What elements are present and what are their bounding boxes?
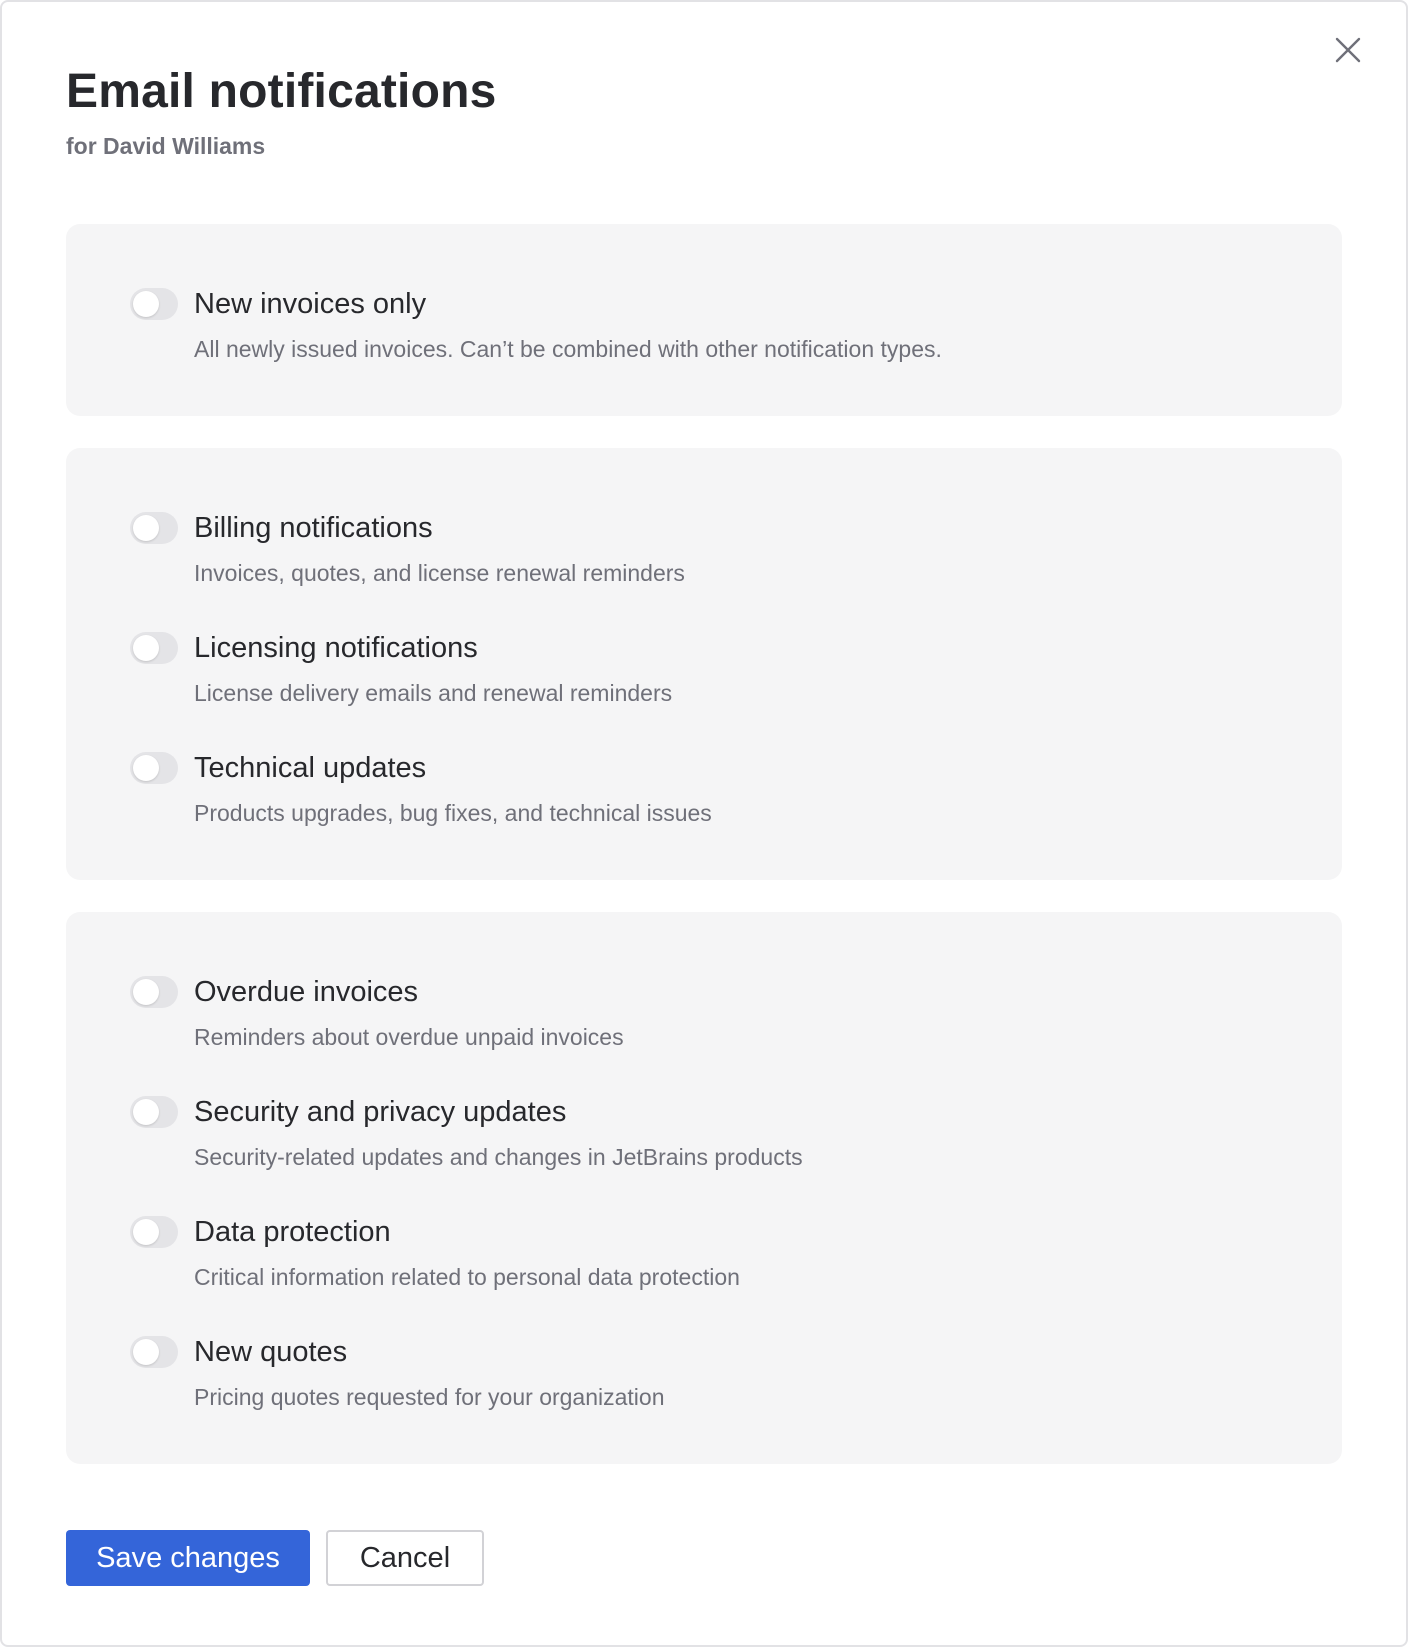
- option-label: Billing notifications: [194, 512, 433, 544]
- cancel-button[interactable]: Cancel: [326, 1530, 484, 1586]
- option-security-privacy-updates: [130, 1088, 1278, 1208]
- toggle-knob: [133, 1219, 159, 1245]
- toggle-overdue-invoices[interactable]: [130, 976, 178, 1008]
- dialog-actions: [66, 1530, 484, 1586]
- toggle-data-protection[interactable]: [130, 1216, 178, 1248]
- option-label: New quotes: [194, 1336, 348, 1368]
- option-label: New invoices only: [194, 288, 427, 320]
- option-description: Pricing quotes requested for your organization: [194, 1384, 665, 1410]
- save-changes-button[interactable]: Save changes: [66, 1530, 310, 1586]
- close-icon: [1335, 37, 1361, 63]
- notification-group-general: [66, 448, 1342, 880]
- option-description: License delivery emails and renewal reminders: [194, 680, 673, 706]
- option-new-quotes: [130, 1328, 1278, 1448]
- toggle-knob: [133, 1339, 159, 1365]
- toggle-security-privacy-updates[interactable]: [130, 1096, 178, 1128]
- toggle-new-quotes[interactable]: [130, 1336, 178, 1368]
- option-description: Invoices, quotes, and license renewal reminders: [194, 560, 685, 586]
- notification-group-invoices-only: [66, 224, 1342, 416]
- option-new-invoices-only: [130, 280, 1278, 400]
- option-label: Security and privacy updates: [194, 1096, 567, 1128]
- toggle-knob: [133, 291, 159, 317]
- option-technical-updates: [130, 744, 1278, 864]
- toggle-billing-notifications[interactable]: [130, 512, 178, 544]
- dialog-subtitle: for David Williams: [66, 133, 266, 159]
- toggle-knob: [133, 1099, 159, 1125]
- option-label: Data protection: [194, 1216, 391, 1248]
- option-description: Security-related updates and changes in JetBrains products: [194, 1144, 803, 1170]
- option-overdue-invoices: [130, 968, 1278, 1088]
- notification-group-account: [66, 912, 1342, 1464]
- toggle-licensing-notifications[interactable]: [130, 632, 178, 664]
- option-description: All newly issued invoices. Can’t be combined with other notification types.: [194, 336, 942, 362]
- option-billing-notifications: [130, 504, 1278, 624]
- close-button[interactable]: [1330, 32, 1366, 68]
- toggle-knob: [133, 979, 159, 1005]
- option-licensing-notifications: [130, 624, 1278, 744]
- toggle-knob: [133, 515, 159, 541]
- dialog-title: Email notifications: [66, 65, 497, 118]
- option-label: Overdue invoices: [194, 976, 419, 1008]
- option-description: Critical information related to personal data protection: [194, 1264, 740, 1290]
- option-description: Reminders about overdue unpaid invoices: [194, 1024, 624, 1050]
- option-label: Licensing notifications: [194, 632, 478, 664]
- option-label: Technical updates: [194, 752, 427, 784]
- option-data-protection: [130, 1208, 1278, 1328]
- option-description: Products upgrades, bug fixes, and technical issues: [194, 800, 712, 826]
- toggle-knob: [133, 635, 159, 661]
- toggle-knob: [133, 755, 159, 781]
- toggle-technical-updates[interactable]: [130, 752, 178, 784]
- toggle-new-invoices-only[interactable]: [130, 288, 178, 320]
